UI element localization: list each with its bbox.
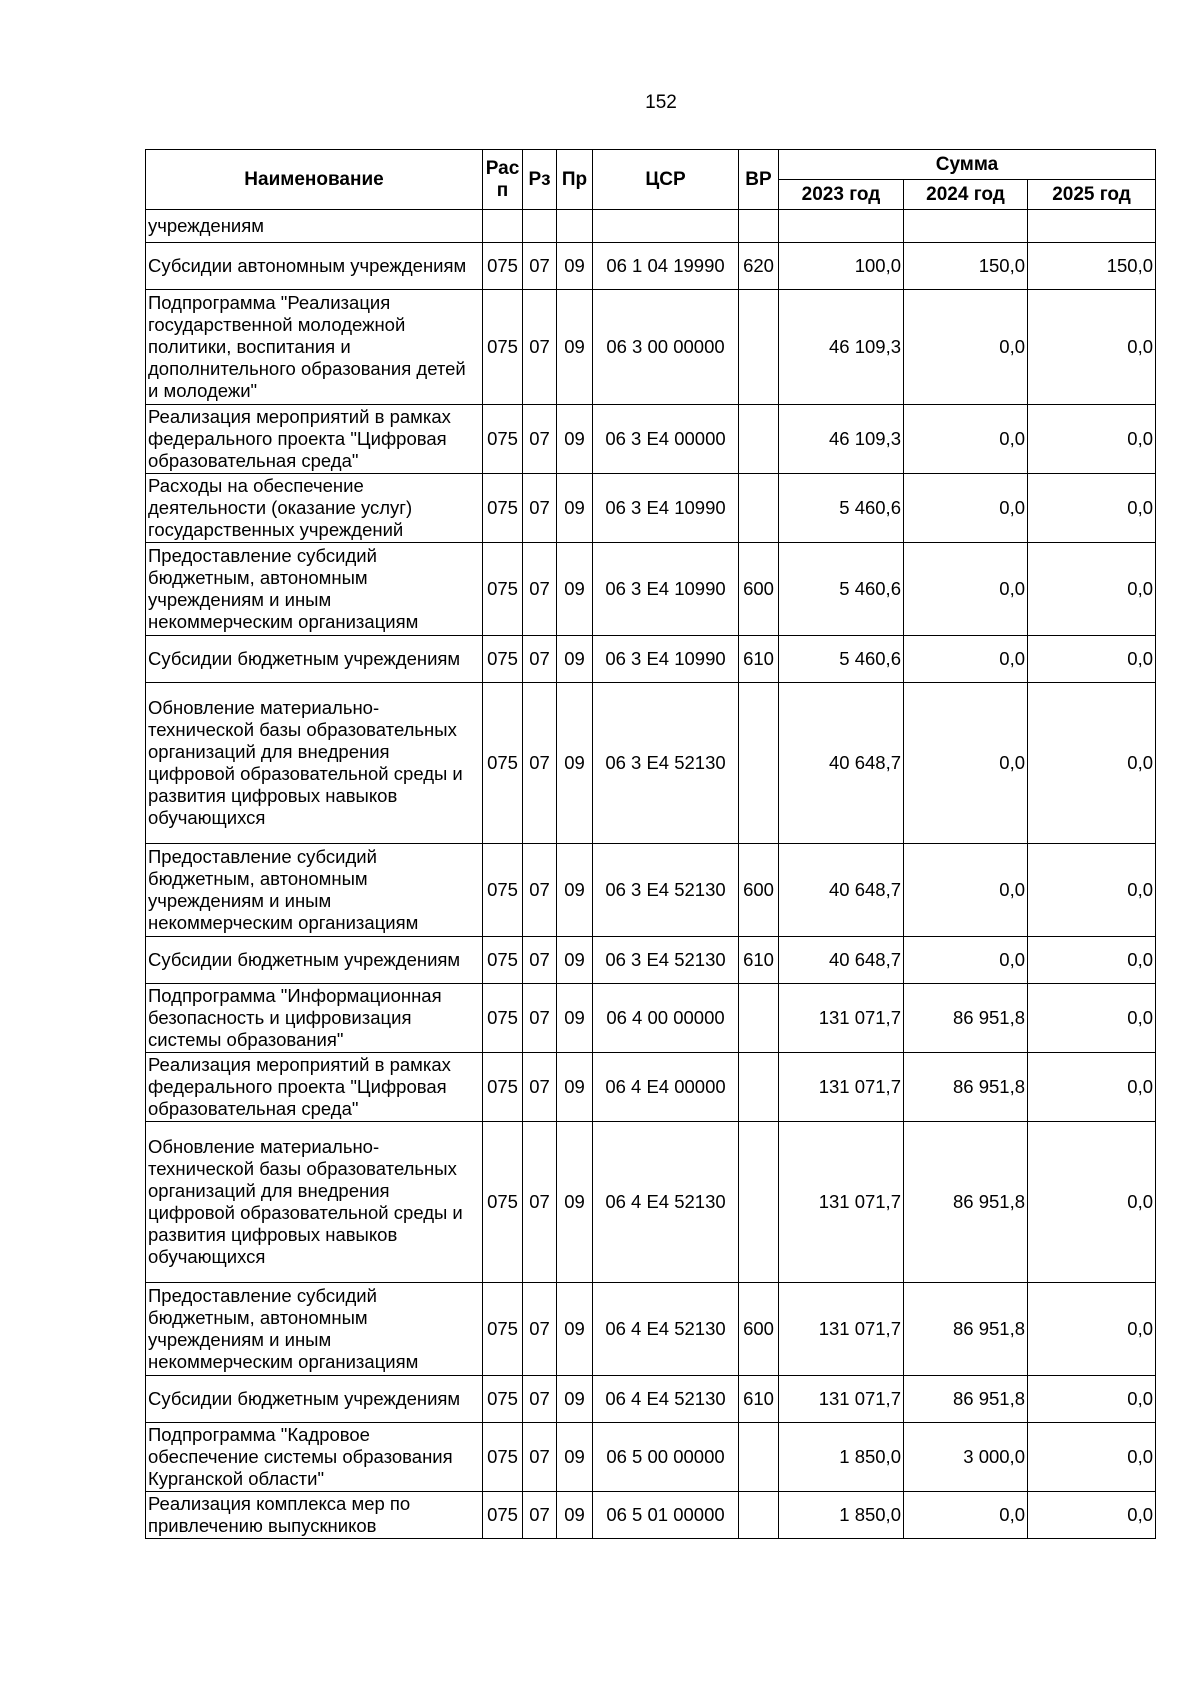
cell-2023: 5 460,6 (779, 474, 904, 543)
cell-vr (739, 683, 779, 844)
cell-csr: 06 4 E4 52130 (593, 1376, 739, 1423)
cell-2023: 1 850,0 (779, 1492, 904, 1539)
cell-2023: 5 460,6 (779, 543, 904, 636)
cell-2025: 0,0 (1028, 683, 1156, 844)
cell-2023: 131 071,7 (779, 1053, 904, 1122)
cell-rz: 07 (523, 844, 557, 937)
cell-csr: 06 3 E4 10990 (593, 474, 739, 543)
cell-name: Подпрограмма "Кадровое обеспечение системы образования Курганской области" (146, 1423, 483, 1492)
cell-vr (739, 1122, 779, 1283)
cell-2025: 0,0 (1028, 1122, 1156, 1283)
cell-vr (739, 210, 779, 243)
cell-rz: 07 (523, 1283, 557, 1376)
cell-csr: 06 3 E4 52130 (593, 844, 739, 937)
cell-csr: 06 1 04 19990 (593, 243, 739, 290)
cell-2024: 0,0 (904, 474, 1028, 543)
cell-vr (739, 405, 779, 474)
cell-2024: 86 951,8 (904, 1376, 1028, 1423)
cell-rz: 07 (523, 937, 557, 984)
cell-2025: 0,0 (1028, 1492, 1156, 1539)
cell-rz: 07 (523, 984, 557, 1053)
cell-2024: 0,0 (904, 543, 1028, 636)
table-row (146, 937, 1156, 984)
cell-vr: 600 (739, 543, 779, 636)
cell-2024: 86 951,8 (904, 1122, 1028, 1283)
cell-name: Подпрограмма "Реализация государственной молодежной политики, воспитания и дополнительного образования детей и молодежи" (146, 290, 483, 405)
cell-csr: 06 4 00 00000 (593, 984, 739, 1053)
cell-pr: 09 (557, 243, 593, 290)
cell-rasp: 075 (483, 1492, 523, 1539)
cell-2024: 150,0 (904, 243, 1028, 290)
cell-2023: 40 648,7 (779, 683, 904, 844)
cell-name: Предоставление субсидий бюджетным, автономным учреждениям и иным некоммерческим организациям (146, 1283, 483, 1376)
cell-csr: 06 5 00 00000 (593, 1423, 739, 1492)
cell-rz: 07 (523, 290, 557, 405)
table-row (146, 1122, 1156, 1283)
cell-rz: 07 (523, 683, 557, 844)
table-row (146, 543, 1156, 636)
table-row (146, 1283, 1156, 1376)
cell-2024: 0,0 (904, 683, 1028, 844)
cell-name: Подпрограмма "Информационная безопасность и цифровизация системы образования" (146, 984, 483, 1053)
cell-name: Субсидии бюджетным учреждениям (146, 1376, 483, 1423)
cell-2024 (904, 210, 1028, 243)
cell-2025: 0,0 (1028, 844, 1156, 937)
cell-2025: 0,0 (1028, 937, 1156, 984)
table-row (146, 984, 1156, 1053)
cell-2025: 0,0 (1028, 984, 1156, 1053)
cell-vr: 610 (739, 1376, 779, 1423)
cell-rz: 07 (523, 243, 557, 290)
table-row (146, 1053, 1156, 1122)
table-row (146, 474, 1156, 543)
table-row (146, 844, 1156, 937)
cell-csr: 06 3 00 00000 (593, 290, 739, 405)
cell-2024: 86 951,8 (904, 1053, 1028, 1122)
cell-rz (523, 210, 557, 243)
header-csr: ЦСР (593, 150, 739, 210)
cell-rasp: 075 (483, 1376, 523, 1423)
cell-rasp: 075 (483, 243, 523, 290)
cell-2024: 0,0 (904, 1492, 1028, 1539)
cell-rasp: 075 (483, 1423, 523, 1492)
table-row (146, 210, 1156, 243)
cell-vr (739, 290, 779, 405)
cell-rasp: 075 (483, 543, 523, 636)
cell-pr: 09 (557, 543, 593, 636)
cell-2025 (1028, 210, 1156, 243)
cell-csr: 06 3 E4 52130 (593, 937, 739, 984)
cell-2024: 86 951,8 (904, 984, 1028, 1053)
cell-vr (739, 984, 779, 1053)
table-row (146, 1423, 1156, 1492)
cell-rasp: 075 (483, 1122, 523, 1283)
cell-csr: 06 4 E4 52130 (593, 1283, 739, 1376)
cell-rz: 07 (523, 1122, 557, 1283)
cell-2025: 0,0 (1028, 1376, 1156, 1423)
cell-csr: 06 3 E4 52130 (593, 683, 739, 844)
cell-2025: 0,0 (1028, 1423, 1156, 1492)
table-row (146, 683, 1156, 844)
header-summa: Сумма (779, 150, 1156, 180)
cell-rasp: 075 (483, 844, 523, 937)
table-row (146, 636, 1156, 683)
cell-2024: 0,0 (904, 636, 1028, 683)
cell-2023: 5 460,6 (779, 636, 904, 683)
cell-2023: 131 071,7 (779, 1376, 904, 1423)
page-number: 152 (645, 92, 677, 113)
cell-csr: 06 3 E4 10990 (593, 636, 739, 683)
cell-rasp: 075 (483, 636, 523, 683)
budget-table (145, 149, 1156, 1539)
cell-name: Реализация комплекса мер по привлечению выпускников (146, 1492, 483, 1539)
cell-pr: 09 (557, 937, 593, 984)
cell-rz: 07 (523, 474, 557, 543)
cell-vr (739, 1423, 779, 1492)
cell-2024: 0,0 (904, 937, 1028, 984)
table-row (146, 290, 1156, 405)
cell-vr: 600 (739, 1283, 779, 1376)
cell-2023: 131 071,7 (779, 1122, 904, 1283)
cell-name: Реализация мероприятий в рамках федерального проекта "Цифровая образовательная среда" (146, 1053, 483, 1122)
cell-vr (739, 1492, 779, 1539)
cell-vr (739, 1053, 779, 1122)
cell-rasp: 075 (483, 1053, 523, 1122)
cell-vr: 620 (739, 243, 779, 290)
cell-2023: 46 109,3 (779, 405, 904, 474)
cell-pr: 09 (557, 474, 593, 543)
header-year-2023: 2023 год (779, 180, 904, 210)
cell-csr: 06 5 01 00000 (593, 1492, 739, 1539)
cell-name: Реализация мероприятий в рамках федерального проекта "Цифровая образовательная среда" (146, 405, 483, 474)
cell-csr (593, 210, 739, 243)
cell-vr: 600 (739, 844, 779, 937)
cell-rasp: 075 (483, 1283, 523, 1376)
cell-rasp: 075 (483, 984, 523, 1053)
cell-name: Субсидии автономным учреждениям (146, 243, 483, 290)
cell-pr: 09 (557, 405, 593, 474)
cell-pr: 09 (557, 1376, 593, 1423)
cell-2025: 0,0 (1028, 405, 1156, 474)
cell-vr: 610 (739, 636, 779, 683)
header-rasp: Рас п (483, 150, 523, 210)
cell-2024: 0,0 (904, 405, 1028, 474)
cell-2023: 40 648,7 (779, 937, 904, 984)
cell-rz: 07 (523, 1053, 557, 1122)
cell-2024: 3 000,0 (904, 1423, 1028, 1492)
cell-2023: 100,0 (779, 243, 904, 290)
cell-name: учреждениям (146, 210, 483, 243)
cell-name: Субсидии бюджетным учреждениям (146, 636, 483, 683)
cell-pr: 09 (557, 1492, 593, 1539)
cell-rz: 07 (523, 636, 557, 683)
cell-rz: 07 (523, 1492, 557, 1539)
cell-pr: 09 (557, 984, 593, 1053)
cell-rasp: 075 (483, 290, 523, 405)
cell-csr: 06 3 E4 00000 (593, 405, 739, 474)
cell-2023: 131 071,7 (779, 1283, 904, 1376)
cell-pr: 09 (557, 844, 593, 937)
header-year-2024: 2024 год (904, 180, 1028, 210)
cell-2023: 40 648,7 (779, 844, 904, 937)
cell-vr (739, 474, 779, 543)
cell-csr: 06 4 E4 00000 (593, 1053, 739, 1122)
cell-name: Обновление материально-технической базы образовательных организаций для внедрения цифровой образовательной среды и развития цифровых навыков обучающихся (146, 683, 483, 844)
cell-rz: 07 (523, 543, 557, 636)
cell-rz: 07 (523, 1423, 557, 1492)
cell-name: Предоставление субсидий бюджетным, автономным учреждениям и иным некоммерческим организациям (146, 844, 483, 937)
header-rz: Рз (523, 150, 557, 210)
cell-2023: 1 850,0 (779, 1423, 904, 1492)
cell-rasp: 075 (483, 405, 523, 474)
table-row (146, 243, 1156, 290)
cell-2024: 0,0 (904, 290, 1028, 405)
cell-2025: 150,0 (1028, 243, 1156, 290)
cell-2025: 0,0 (1028, 543, 1156, 636)
cell-rz: 07 (523, 405, 557, 474)
cell-rasp: 075 (483, 474, 523, 543)
cell-2024: 0,0 (904, 844, 1028, 937)
cell-pr: 09 (557, 1283, 593, 1376)
cell-rz: 07 (523, 1376, 557, 1423)
cell-2025: 0,0 (1028, 1053, 1156, 1122)
cell-2024: 86 951,8 (904, 1283, 1028, 1376)
header-pr: Пр (557, 150, 593, 210)
cell-pr: 09 (557, 1423, 593, 1492)
cell-2025: 0,0 (1028, 474, 1156, 543)
cell-pr: 09 (557, 290, 593, 405)
cell-name: Предоставление субсидий бюджетным, автономным учреждениям и иным некоммерческим организациям (146, 543, 483, 636)
header-year-2025: 2025 год (1028, 180, 1156, 210)
cell-pr: 09 (557, 683, 593, 844)
cell-2025: 0,0 (1028, 636, 1156, 683)
cell-rasp: 075 (483, 937, 523, 984)
cell-2025: 0,0 (1028, 1283, 1156, 1376)
cell-rasp (483, 210, 523, 243)
cell-2025: 0,0 (1028, 290, 1156, 405)
header-vr: ВР (739, 150, 779, 210)
cell-pr: 09 (557, 1053, 593, 1122)
table-row (146, 405, 1156, 474)
cell-name: Расходы на обеспечение деятельности (оказание услуг) государственных учреждений (146, 474, 483, 543)
cell-csr: 06 4 E4 52130 (593, 1122, 739, 1283)
cell-name: Субсидии бюджетным учреждениям (146, 937, 483, 984)
cell-name: Обновление материально-технической базы образовательных организаций для внедрения цифровой образовательной среды и развития цифровых навыков обучающихся (146, 1122, 483, 1283)
cell-pr (557, 210, 593, 243)
cell-2023: 46 109,3 (779, 290, 904, 405)
cell-pr: 09 (557, 636, 593, 683)
cell-2023: 131 071,7 (779, 984, 904, 1053)
cell-pr: 09 (557, 1122, 593, 1283)
table-row (146, 1492, 1156, 1539)
cell-csr: 06 3 E4 10990 (593, 543, 739, 636)
cell-2023 (779, 210, 904, 243)
cell-rasp: 075 (483, 683, 523, 844)
cell-vr: 610 (739, 937, 779, 984)
header-name: Наименование (146, 150, 483, 210)
table-row (146, 1376, 1156, 1423)
